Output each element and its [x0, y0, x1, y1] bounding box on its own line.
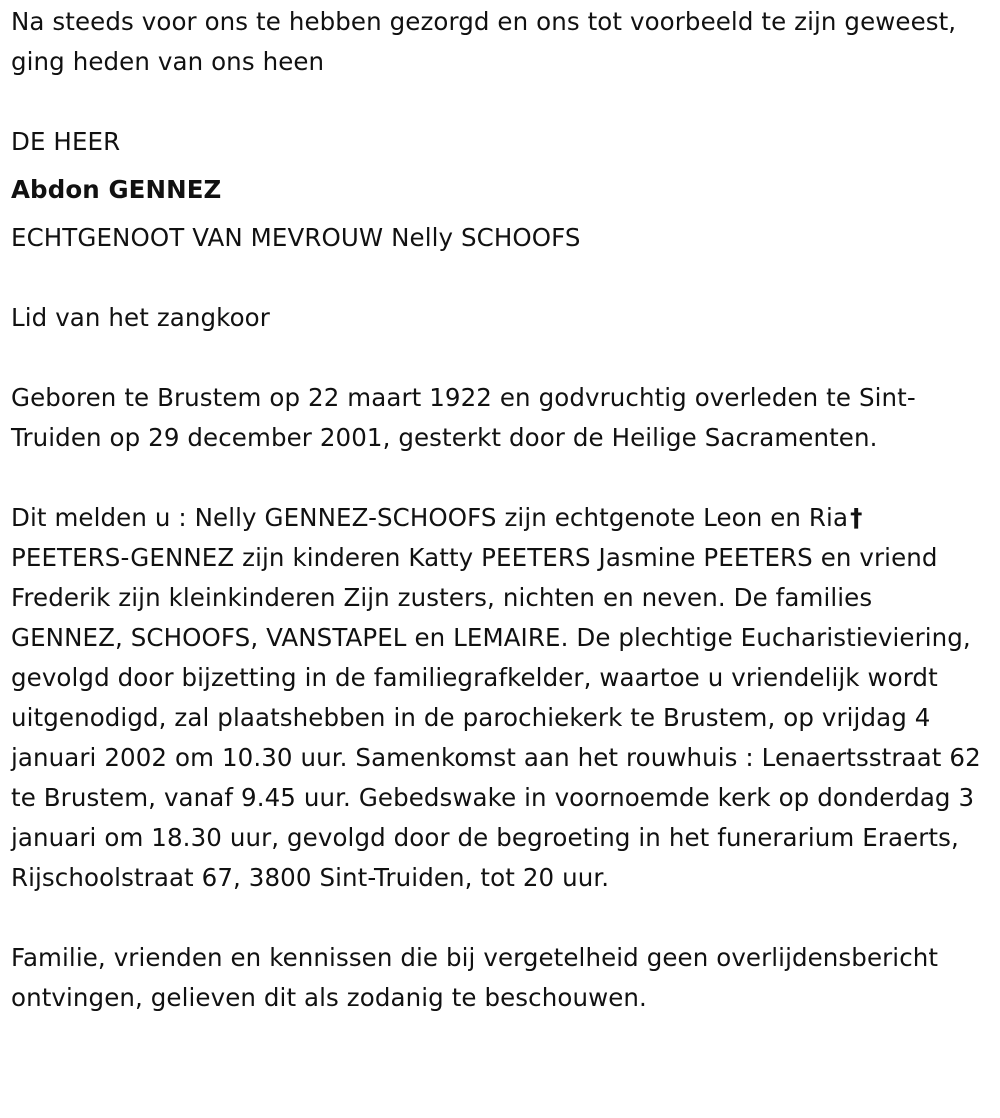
intro-text: Na steeds voor ons te hebben gezorgd en ons tot voorbeeld te zijn geweest, ging heden van ons heen — [11, 7, 957, 76]
announcement-part1: Dit melden u : Nelly GENNEZ-SCHOOFS zijn echtgenote Leon en Ria — [11, 503, 849, 532]
obituary-document — [11, 2, 986, 1018]
spacer — [11, 338, 986, 378]
spacer — [11, 82, 986, 122]
announcement-text — [11, 498, 986, 898]
announcement-part2: PEETERS-GENNEZ zijn kinderen Katty PEETERS Jasmine PEETERS en vriend Frederik zijn kleinkinderen Zijn zusters, nichten en neven. De families GENNEZ, SCHOOFS, VANSTAPEL en LEMAIRE. De plechtige Eucharistieviering, gevolgd door bijzetting in de familiegrafkelder, waartoe u vriendelijk wordt uitgenodigd, zal plaatshebben in de parochiekerk te Brustem, op vrijdag 4 januari 2002 om 10.30 uur. Samenkomst aan het rouwhuis : Lenaertsstraat 62 te Brustem, vanaf 9.45 uur. Gebedswake in voornoemde kerk op donderdag 3 januari om 18.30 uur, gevolgd door de begroeting in het funerarium Eraerts, Rijschoolstraat 67, 3800 Sint-Truiden, tot 20 uur. — [11, 543, 981, 892]
title-text: DE HEER — [11, 127, 121, 156]
birth-death-text: Geboren te Brustem op 22 maart 1922 en godvruchtig overleden te Sint-Truiden op 29 december 2001, gesterkt door de Heilige Sacramenten. — [11, 383, 916, 452]
spacer — [11, 210, 986, 218]
spacer — [11, 458, 986, 498]
spacer — [11, 898, 986, 938]
closing-text: Familie, vrienden en kennissen die bij vergetelheid geen overlijdensbericht ontvingen, gelieven dit als zodanig te beschouwen. — [11, 943, 939, 1012]
deceased-name: Abdon GENNEZ — [11, 175, 222, 204]
membership-text: Lid van het zangkoor — [11, 303, 270, 332]
spacer — [11, 258, 986, 298]
spacer — [11, 162, 986, 170]
spouse-text: ECHTGENOOT VAN MEVROUW Nelly SCHOOFS — [11, 223, 581, 252]
cross-icon: † — [850, 503, 863, 532]
